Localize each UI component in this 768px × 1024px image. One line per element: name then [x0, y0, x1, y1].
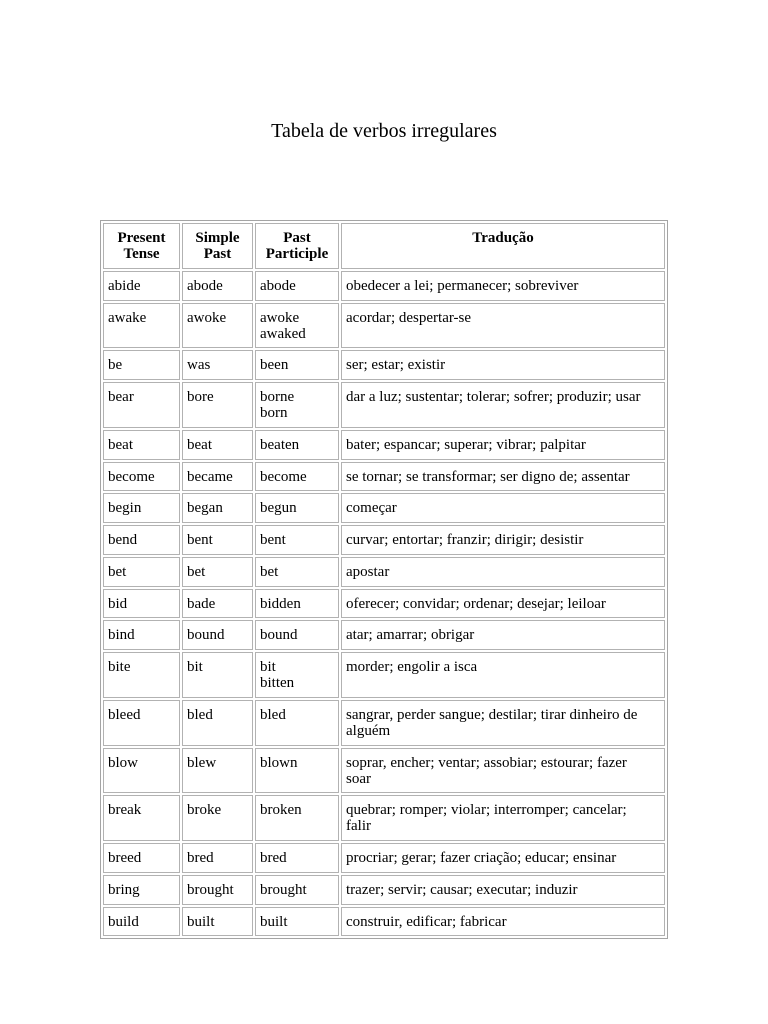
cell-simple-past: bade: [182, 589, 253, 619]
cell-present-tense: be: [103, 350, 180, 380]
cell-simple-past: bred: [182, 843, 253, 873]
cell-present-tense: bear: [103, 382, 180, 428]
cell-present-tense: blow: [103, 748, 180, 794]
cell-past-participle: borne born: [255, 382, 339, 428]
cell-translation: se tornar; se transformar; ser digno de; assentar: [341, 462, 665, 492]
header-simple-past: Simple Past: [182, 223, 253, 269]
verb-row: [103, 462, 665, 492]
cell-past-participle: bred: [255, 843, 339, 873]
cell-translation: atar; amarrar; obrigar: [341, 620, 665, 650]
verb-row: [103, 795, 665, 841]
cell-translation: apostar: [341, 557, 665, 587]
cell-simple-past: bore: [182, 382, 253, 428]
cell-simple-past: blew: [182, 748, 253, 794]
cell-present-tense: bind: [103, 620, 180, 650]
cell-past-participle: bet: [255, 557, 339, 587]
verb-row: [103, 589, 665, 619]
verb-row: [103, 271, 665, 301]
cell-present-tense: bring: [103, 875, 180, 905]
cell-translation: morder; engolir a isca: [341, 652, 665, 698]
verb-row: [103, 748, 665, 794]
cell-simple-past: became: [182, 462, 253, 492]
cell-simple-past: bent: [182, 525, 253, 555]
cell-translation: começar: [341, 493, 665, 523]
verb-row: [103, 350, 665, 380]
cell-simple-past: was: [182, 350, 253, 380]
verb-row: [103, 700, 665, 746]
verb-row: [103, 525, 665, 555]
cell-present-tense: break: [103, 795, 180, 841]
cell-past-participle: awoke awaked: [255, 303, 339, 349]
cell-simple-past: broke: [182, 795, 253, 841]
cell-past-participle: bent: [255, 525, 339, 555]
page-title: Tabela de verbos irregulares: [271, 120, 497, 142]
cell-past-participle: bit bitten: [255, 652, 339, 698]
verb-row: [103, 907, 665, 937]
verb-row: [103, 652, 665, 698]
cell-translation: obedecer a lei; permanecer; sobreviver: [341, 271, 665, 301]
cell-past-participle: brought: [255, 875, 339, 905]
cell-simple-past: built: [182, 907, 253, 937]
cell-present-tense: begin: [103, 493, 180, 523]
cell-simple-past: brought: [182, 875, 253, 905]
cell-past-participle: bound: [255, 620, 339, 650]
cell-present-tense: abide: [103, 271, 180, 301]
verb-row: [103, 843, 665, 873]
cell-past-participle: built: [255, 907, 339, 937]
cell-translation: dar a luz; sustentar; tolerar; sofrer; produzir; usar: [341, 382, 665, 428]
cell-present-tense: bend: [103, 525, 180, 555]
header-past-participle: Past Participle: [255, 223, 339, 269]
cell-past-participle: been: [255, 350, 339, 380]
cell-translation: sangrar, perder sangue; destilar; tirar dinheiro de alguém: [341, 700, 665, 746]
cell-translation: quebrar; romper; violar; interromper; cancelar; falir: [341, 795, 665, 841]
cell-past-participle: bled: [255, 700, 339, 746]
cell-present-tense: become: [103, 462, 180, 492]
cell-simple-past: bet: [182, 557, 253, 587]
verb-row: [103, 303, 665, 349]
cell-present-tense: breed: [103, 843, 180, 873]
verb-row: [103, 875, 665, 905]
cell-present-tense: build: [103, 907, 180, 937]
cell-present-tense: bite: [103, 652, 180, 698]
cell-translation: trazer; servir; causar; executar; induzir: [341, 875, 665, 905]
verb-row: [103, 620, 665, 650]
cell-simple-past: began: [182, 493, 253, 523]
cell-simple-past: abode: [182, 271, 253, 301]
cell-simple-past: bit: [182, 652, 253, 698]
cell-past-participle: begun: [255, 493, 339, 523]
verb-row: [103, 430, 665, 460]
cell-translation: oferecer; convidar; ordenar; desejar; leiloar: [341, 589, 665, 619]
cell-present-tense: beat: [103, 430, 180, 460]
cell-past-participle: abode: [255, 271, 339, 301]
cell-present-tense: bet: [103, 557, 180, 587]
header-present-tense: Present Tense: [103, 223, 180, 269]
verb-row: [103, 493, 665, 523]
cell-translation: bater; espancar; superar; vibrar; palpitar: [341, 430, 665, 460]
verb-row: [103, 382, 665, 428]
cell-translation: ser; estar; existir: [341, 350, 665, 380]
cell-translation: acordar; despertar-se: [341, 303, 665, 349]
cell-past-participle: bidden: [255, 589, 339, 619]
cell-translation: construir, edificar; fabricar: [341, 907, 665, 937]
cell-simple-past: bled: [182, 700, 253, 746]
cell-present-tense: bid: [103, 589, 180, 619]
cell-simple-past: awoke: [182, 303, 253, 349]
cell-translation: soprar, encher; ventar; assobiar; estourar; fazer soar: [341, 748, 665, 794]
cell-past-participle: become: [255, 462, 339, 492]
cell-past-participle: broken: [255, 795, 339, 841]
cell-past-participle: beaten: [255, 430, 339, 460]
cell-past-participle: blown: [255, 748, 339, 794]
irregular-verbs-table: [100, 220, 668, 939]
cell-simple-past: beat: [182, 430, 253, 460]
verb-row: [103, 557, 665, 587]
cell-present-tense: awake: [103, 303, 180, 349]
cell-translation: procriar; gerar; fazer criação; educar; ensinar: [341, 843, 665, 873]
cell-simple-past: bound: [182, 620, 253, 650]
table-header-row: [103, 223, 665, 269]
cell-present-tense: bleed: [103, 700, 180, 746]
header-translation: Tradução: [341, 223, 665, 269]
cell-translation: curvar; entortar; franzir; dirigir; desistir: [341, 525, 665, 555]
